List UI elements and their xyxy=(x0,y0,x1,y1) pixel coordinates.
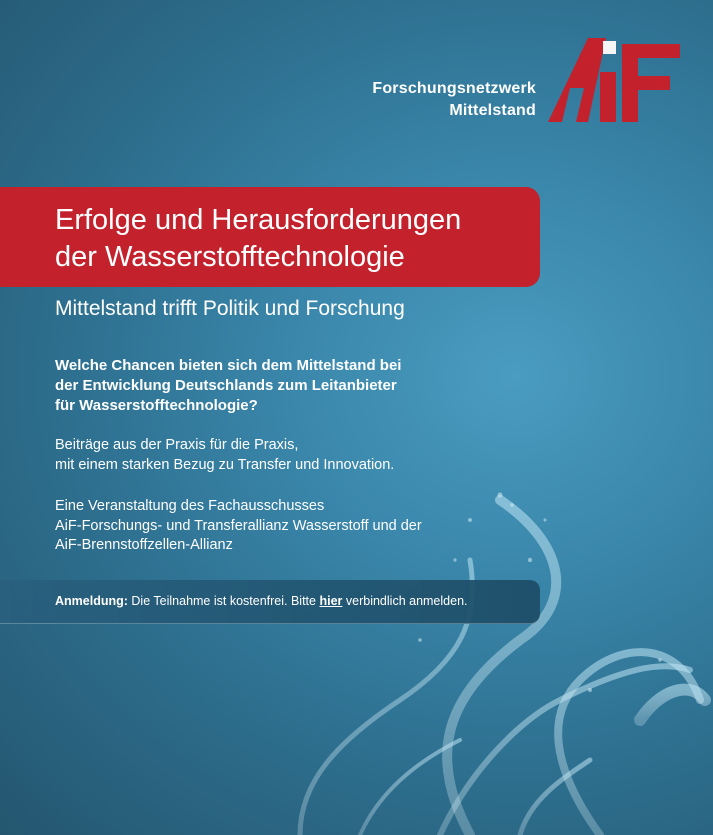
organizer-line-2: AiF-Forschungs- und Transferallianz Wasserstoff und der xyxy=(55,517,422,534)
registration-text xyxy=(55,594,468,608)
brand-line-1: Forschungsnetzwerk xyxy=(372,80,536,97)
registration-text-after: verbindlich anmelden. xyxy=(345,594,468,608)
page-title xyxy=(55,202,535,276)
lead-question xyxy=(55,356,475,416)
title-line-1: Erfolge und Herausforderungen xyxy=(55,204,462,236)
registration-text-before: Die Teilnahme ist kostenfrei. Bitte xyxy=(131,594,316,608)
question-line-2: der Entwicklung Deutschlands zum Leitanbieter xyxy=(55,377,397,394)
description-paragraph xyxy=(55,436,495,475)
aif-logo xyxy=(548,38,684,122)
organizer-line-3: AiF-Brennstoffzellen-Allianz xyxy=(55,537,233,553)
description-line-2: mit einem starken Bezug zu Transfer und Innovation. xyxy=(55,456,395,473)
registration-label: Anmeldung: xyxy=(55,594,128,608)
description-line-1: Beiträge aus der Praxis für die Praxis, xyxy=(55,437,299,453)
title-line-2: der Wasserstofftechnologie xyxy=(55,241,405,273)
brand-line-2: Mittelstand xyxy=(449,102,536,119)
registration-link[interactable]: hier xyxy=(319,594,343,608)
question-line-3: für Wasserstofftechnologie? xyxy=(55,397,258,414)
organizer-line-1: Eine Veranstaltung des Fachausschusses xyxy=(55,498,325,514)
brand-name xyxy=(372,78,536,122)
organizer-paragraph xyxy=(55,497,495,556)
question-line-1: Welche Chancen bieten sich dem Mittelstand bei xyxy=(55,357,402,374)
page-subtitle: Mittelstand trifft Politik und Forschung xyxy=(55,297,405,320)
